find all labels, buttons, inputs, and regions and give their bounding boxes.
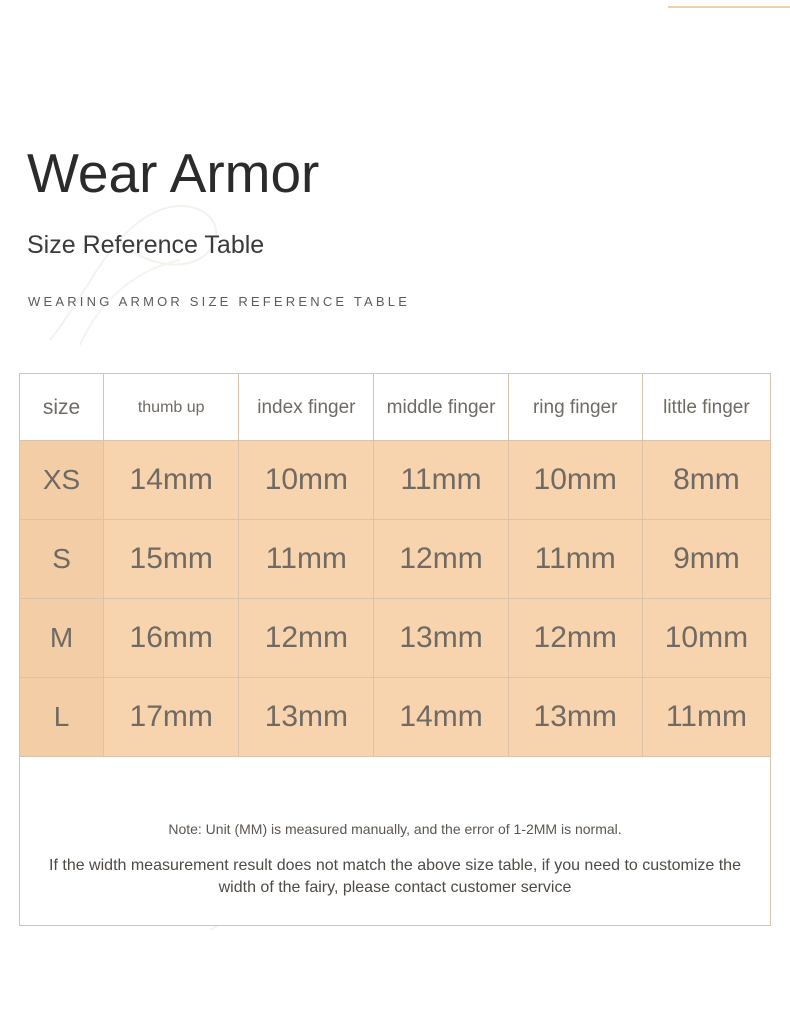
table-foot (20, 757, 771, 926)
table-row (20, 599, 771, 678)
cell-middle: 12mm (374, 520, 508, 599)
footnote-custom-service-note: If the width measurement result does not match the above size table, if you need to customize the width of the fairy, please contact customer service (49, 857, 741, 896)
cell-ring: 10mm (508, 441, 642, 520)
cell-size: S (20, 520, 104, 599)
column-header-ring-finger: ring finger (508, 374, 642, 441)
table-header-row (20, 374, 771, 441)
cell-index: 10mm (239, 441, 374, 520)
footnote-row (20, 757, 771, 926)
page-title: Wear Armor (27, 141, 320, 204)
table-row (20, 441, 771, 520)
table-body (20, 441, 771, 757)
cell-ring: 12mm (508, 599, 642, 678)
cell-thumb: 14mm (104, 441, 239, 520)
cell-little: 9mm (642, 520, 770, 599)
cell-little: 11mm (642, 678, 770, 757)
cell-size: L (20, 678, 104, 757)
table-head (20, 374, 771, 441)
cell-index: 13mm (239, 678, 374, 757)
column-header-little-finger: little finger (642, 374, 770, 441)
cell-size: XS (20, 441, 104, 520)
cell-thumb: 16mm (104, 599, 239, 678)
cell-middle: 11mm (374, 441, 508, 520)
cell-thumb: 17mm (104, 678, 239, 757)
footnote-box (20, 783, 770, 899)
column-header-size: size (20, 374, 104, 441)
cell-index: 12mm (239, 599, 374, 678)
cell-little: 8mm (642, 441, 770, 520)
column-header-middle-finger: middle finger (374, 374, 508, 441)
size-reference-table (19, 373, 771, 926)
column-header-index-finger: index finger (239, 374, 374, 441)
cell-middle: 14mm (374, 678, 508, 757)
cell-little: 10mm (642, 599, 770, 678)
footnote-cell (20, 757, 771, 926)
cell-ring: 13mm (508, 678, 642, 757)
top-accent-rule (668, 6, 790, 8)
table-row (20, 678, 771, 757)
cell-size: M (20, 599, 104, 678)
page-eyebrow-label: WEARING ARMOR SIZE REFERENCE TABLE (28, 294, 411, 309)
table-row (20, 520, 771, 599)
page-subtitle: Size Reference Table (27, 231, 265, 259)
cell-index: 11mm (239, 520, 374, 599)
cell-ring: 11mm (508, 520, 642, 599)
cell-middle: 13mm (374, 599, 508, 678)
column-header-thumb-up: thumb up (104, 374, 239, 441)
size-table-container (19, 373, 771, 926)
footnote-measurement-note: Note: Unit (MM) is measured manually, and the error of 1-2MM is normal. (168, 821, 622, 837)
cell-thumb: 15mm (104, 520, 239, 599)
